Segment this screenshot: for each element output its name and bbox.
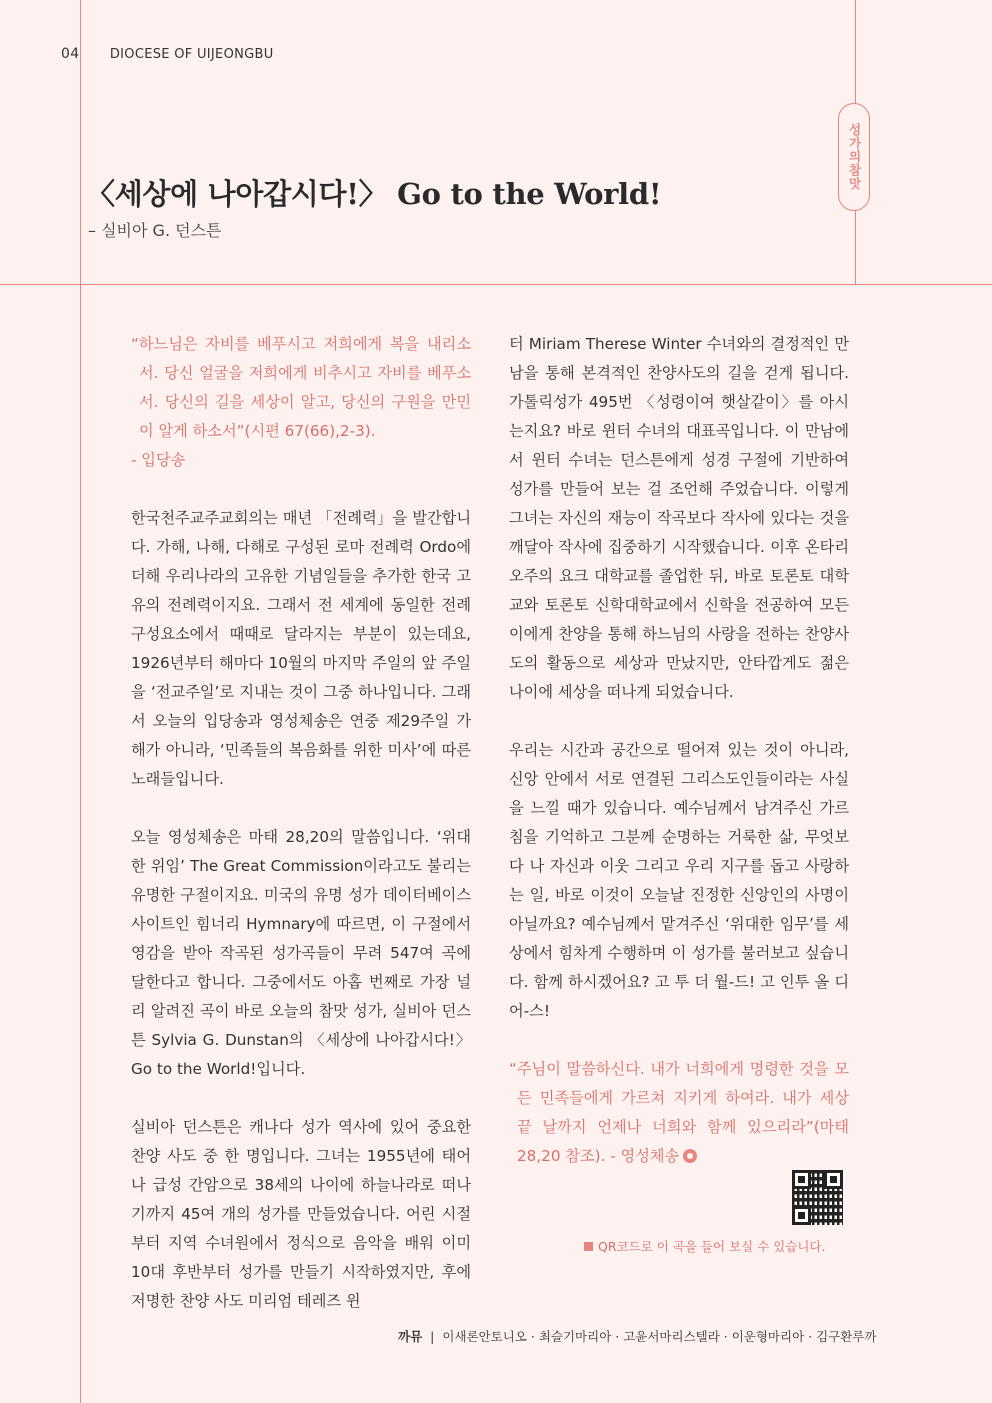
qr-caption-text: QR코드로 이 곡을 들어 보실 수 있습니다. (598, 1239, 826, 1254)
communion-antiphon (509, 1055, 849, 1171)
running-header (61, 46, 274, 62)
right-column (509, 330, 849, 1200)
body-paragraph: 오늘 영성체송은 마태 28,20의 말씀입니다. ‘위대한 위임’ The Great Commission이라고도 불리는 유명한 구절이지요. 미국의 유명 성가 데이터베이스 사이트인 힘너리 Hymnary에 따르면, 이 구절에서 영감을 받아 작곡된 성가곡들이 무려 547여 곡에 달한다고 합니다. 그중에서도 아홉 번째로 가장 널리 알려진 곡이 바로 오늘의 참맛 성가, 실비아 던스튼 Sylvia G. Dunstan의 〈세상에 나아갑시다!〉 Go to the World!입니다. (131, 828, 471, 1078)
entrance-quote-source: - 입당송 (131, 451, 186, 469)
body-paragraph: 실비아 던스튼은 캐나다 성가 역사에 있어 중요한 찬양 사도 중 한 명입니다. 그녀는 1955년에 태어나 급성 간암으로 38세의 나이에 하늘나라로 떠나기까지 45여 개의 성가를 만들었습니다. 어린 시절부터 지역 수녀원에서 정식으로 음악을 배워 이미 10대 후반부터 성가를 만들기 시작하였지만, 후에 저명한 찬양 사도 미리엄 테레즈 윈 (131, 1118, 471, 1310)
credits-line (398, 1327, 876, 1345)
square-bullet-icon (584, 1242, 593, 1251)
flower-ornament-icon (683, 1149, 697, 1163)
body-paragraph: 우리는 시간과 공간으로 떨어져 있는 것이 아니라, 신앙 안에서 서로 연결된 그리스도인들이라는 사실을 느낄 때가 있습니다. 예수님께서 남겨주신 가르침을 기억하고 그분께 순명하는 거룩한 삶, 무엇보다 나 자신과 이웃 그리고 우리 지구를 돕고 사랑하는 일, 바로 이것이 오늘날 진정한 신앙인의 사명이 아닐까요? 예수님께서 맡겨주신 ‘위대한 임무’를 세상에서 힘차게 수행하며 이 성가를 불러보고 싶습니다. 함께 하시겠어요? 고 투 더 월-드! 고 인투 올 디 어-스! (509, 741, 849, 1020)
credits-members: 이새론안토니오 · 최슬기마리아 · 고윤서마리스텔라 · 이운형마리아 · 김구환루까 (442, 1329, 877, 1344)
left-column (131, 330, 471, 1345)
entrance-antiphon (131, 330, 471, 475)
body-paragraph: 한국천주교주교회의는 매년 「전례력」을 발간합니다. 가해, 나해, 다해로 구성된 로마 전례력 Ordo에 더해 우리나라의 고유한 기념일들을 추가한 한국 고유의 전례력이지요. 그래서 전 세계에 동일한 전례 구성요소에서 때때로 달라지는 부분이 있는데요, 1926년부터 해마다 10월의 마지막 주일의 앞 주일을 ‘전교주일’로 지내는 것이 그중 하나입니다. 그래서 오늘의 입당송과 영성체송은 연중 제29주일 가해가 아니라, ‘민족들의 복음화를 위한 미사’에 따른 노래들입니다. (131, 509, 471, 788)
qr-finder-pattern (792, 1170, 811, 1189)
body-paragraph: 터 Miriam Therese Winter 수녀와의 결정적인 만남을 통해 본격적인 찬양사도의 길을 걷게 됩니다. 가톨릭성가 495번 〈성령이여 햇살같이〉를 아시는지요? 바로 윈터 수녀의 대표곡입니다. 이 만남에서 윈터 수녀는 던스튼에게 성경 구절에 기반하여 성가를 만들어 보는 걸 조언해 주었습니다. 이렇게 그녀는 자신의 재능이 작곡보다 작사에 있다는 것을 깨달아 작사에 집중하기 시작했습니다. 이후 온타리오주의 요크 대학교를 졸업한 뒤, 바로 토론토 대학교와 토론토 신학대학교에서 신학을 전공하여 모든 이에게 찬양을 통해 하느님의 사랑을 전하는 찬양사도의 활동으로 세상과 만났지만, 안타깝게도 젊은 나이에 세상을 떠나게 되었습니다. (509, 335, 849, 701)
page-number: 04 (61, 46, 80, 62)
qr-code[interactable] (792, 1170, 843, 1225)
header-divider (0, 284, 992, 285)
credits-group: 까뮤 (398, 1329, 423, 1344)
qr-caption (584, 1237, 825, 1255)
article-author: – 실비아 G. 던스튼 (88, 221, 222, 240)
communion-quote-text (509, 1055, 849, 1171)
left-margin-rule (80, 0, 81, 1403)
article-title: 〈세상에 나아갑시다!〉 Go to the World! (86, 177, 662, 211)
section-tab (838, 103, 870, 211)
communion-quote-source: - 영성체송 (610, 1147, 680, 1165)
qr-finder-pattern (824, 1170, 843, 1189)
section-tab-label: 성가의참맛 (847, 123, 862, 191)
publication-name: DIOCESE OF UIJEONGBU (109, 47, 274, 62)
entrance-quote-text: “하느님은 자비를 베푸시고 저희에게 복을 내리소서. 당신 얼굴을 저희에게 비추시고 자비를 베푸소서. 당신의 길을 세상이 알고, 당신의 구원을 만민이 알게 하소서”(시편 67(66),2-3). (131, 335, 471, 440)
credits-separator: | (430, 1329, 435, 1344)
qr-finder-pattern (792, 1206, 811, 1225)
communion-quote-body: “주님이 말씀하신다. 내가 너희에게 명령한 것을 모든 민족들에게 가르쳐 지키게 하여라. 내가 세상 끝 날까지 언제나 너희와 함께 있으리라”(마태 28,20 참조). (509, 1060, 849, 1165)
